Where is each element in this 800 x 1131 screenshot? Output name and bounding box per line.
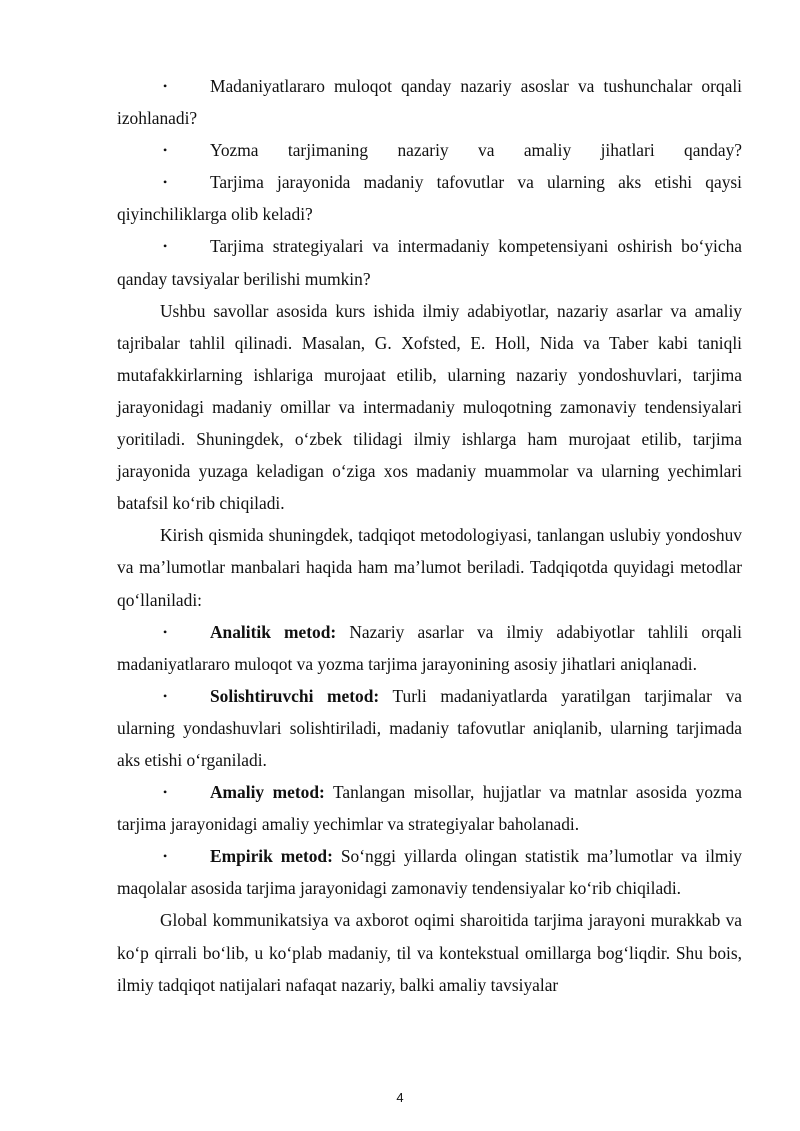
method-name: Analitik metod: (210, 621, 337, 642)
question-text: Yozma tarjimaning nazariy va amaliy jihatlari qanday? (210, 140, 742, 161)
bullet: • (163, 143, 168, 158)
method-name: Empirik metod: (210, 846, 333, 867)
bullet: • (163, 785, 168, 800)
bullet: • (163, 79, 168, 93)
question-text: Madaniyatlararo muloqot qanday nazariy asoslar va tushunchalar orqali izohlanadi? (117, 76, 742, 129)
method-text: Nazariy asarlar va ilmiy adabiyotlar tahlili orqali madaniyatlararo muloqot va yozma tarjima jarayonining asosiy jihatlari aniqlanadi. (117, 621, 742, 674)
page-number: 4 (396, 1090, 404, 1105)
bullet: • (163, 239, 168, 254)
bullet: • (163, 175, 168, 190)
question-text: Tarjima jarayonida madaniy tafovutlar va ularning aks etishi qaysi qiyinchiliklarga olib keladi? (117, 172, 742, 225)
question-item-3 (117, 166, 742, 230)
question-item-2 (117, 134, 742, 166)
body-paragraph: Ushbu savollar asosida kurs ishida ilmiy adabiyotlar, nazariy asarlar va amaliy tajribalar tahlil qilinadi. Masalan, G. Xofsted, E. Holl, Nida va Taber kabi taniqli mutafakkirlarning ishlariga murojaat etilib, ularning nazariy yondoshuvlari, tarjima jarayonidagi madaniy omillar va intermadaniy muloqotning zamonaviy tendensiyalari yoritiladi. Shuningdek, o‘zbek tilidagi ilmiy ishlarga ham murojaat etilib, tarjima jarayonida yuzaga keladigan o‘ziga xos madaniy muammolar va ularning yechimlari batafsil ko‘rib chiqiladi. (117, 300, 742, 514)
bullet: • (163, 688, 168, 703)
method-text: Turli madaniyatlarda yaratilgan tarjimalar va ularning yondashuvlari solishtiriladi, madaniy tafovutlar aniqlanib, ularning tarjimada aks etishi o‘rganiladi. (117, 685, 742, 770)
method-item-1 (117, 616, 742, 680)
method-name: Solishtiruvchi metod: (210, 685, 380, 706)
document-page (117, 70, 742, 1001)
method-item-3 (117, 776, 742, 840)
method-item-4 (117, 840, 742, 904)
body-paragraph: Kirish qismida shuningdek, tadqiqot metodologiyasi, tanlangan uslubiy yondoshuv va ma’lumotlar manbalari haqida ham ma’lumot beriladi. Tadqiqotda quyidagi metodlar qo‘llaniladi: (117, 525, 742, 610)
method-item-2 (117, 680, 742, 776)
method-name: Amaliy metod: (210, 782, 325, 803)
method-text: Tanlangan misollar, hujjatlar va matnlar asosida yozma tarjima jarayonidagi amaliy yechimlar va strategiyalar baholanadi. (117, 782, 742, 835)
method-text: So‘nggi yillarda olingan statistik ma’lumotlar va ilmiy maqolalar asosida tarjima jarayonidagi zamonaviy tendensiyalar ko‘rib chiqiladi. (117, 846, 742, 899)
question-text: Tarjima strategiyalari va intermadaniy kompetensiyani oshirish bo‘yicha qanday tavsiyalar berilishi mumkin? (117, 236, 742, 289)
body-paragraph: Global kommunikatsiya va axborot oqimi sharoitida tarjima jarayoni murakkab va ko‘p qirrali bo‘lib, u ko‘plab madaniy, til va kontekstual omillarga bog‘liqdir. Shu bois, ilmiy tadqiqot natijalari nafaqat nazariy, balki amaliy tavsiyalar (117, 910, 742, 995)
bullet: • (163, 624, 168, 639)
question-item-4 (117, 230, 742, 294)
question-item-1 (117, 70, 742, 134)
bullet: • (163, 849, 168, 864)
